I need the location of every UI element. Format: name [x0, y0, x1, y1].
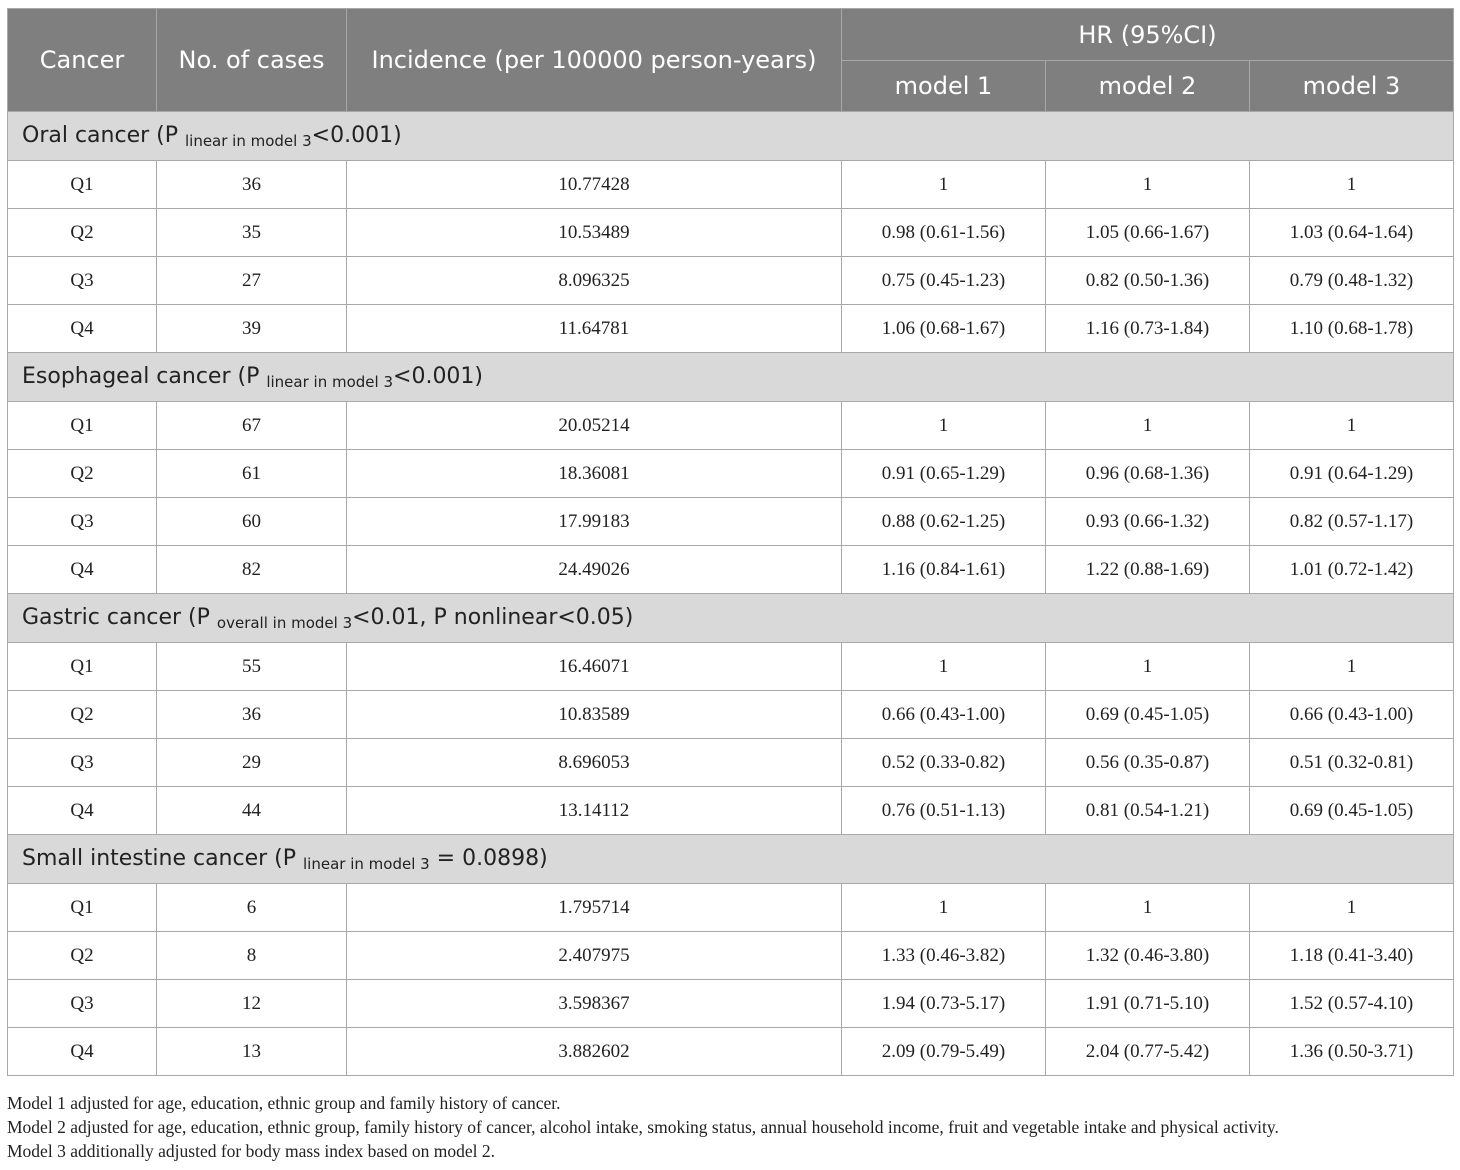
header-hr: HR (95%CI)	[842, 9, 1454, 61]
hr-model-1-cell: 1	[842, 643, 1046, 691]
incidence-cell: 3.598367	[347, 980, 842, 1028]
hr-model-1-cell: 2.09 (0.79-5.49)	[842, 1028, 1046, 1076]
hr-model-3-cell: 1.52 (0.57-4.10)	[1250, 980, 1454, 1028]
table-row	[8, 1028, 1454, 1076]
hr-model-2-cell: 1.05 (0.66-1.67)	[1046, 209, 1250, 257]
header-cases: No. of cases	[157, 9, 347, 112]
hr-model-1-cell: 1	[842, 161, 1046, 209]
cases-cell: 27	[157, 257, 347, 305]
section-title-suffix: <0.01, P nonlinear<0.05)	[352, 604, 634, 630]
incidence-cell: 3.882602	[347, 1028, 842, 1076]
quartile-cell: Q1	[8, 402, 157, 450]
table-row	[8, 161, 1454, 209]
hr-model-2-cell: 0.81 (0.54-1.21)	[1046, 787, 1250, 835]
table-body	[8, 112, 1454, 1076]
incidence-cell: 10.53489	[347, 209, 842, 257]
quartile-cell: Q4	[8, 546, 157, 594]
quartile-cell: Q4	[8, 787, 157, 835]
hr-model-3-cell: 1	[1250, 402, 1454, 450]
hr-model-2-cell: 1.16 (0.73-1.84)	[1046, 305, 1250, 353]
quartile-cell: Q4	[8, 305, 157, 353]
hr-model-3-cell: 1.01 (0.72-1.42)	[1250, 546, 1454, 594]
section-header-row	[8, 835, 1454, 884]
table-row	[8, 257, 1454, 305]
incidence-cell: 1.795714	[347, 884, 842, 932]
hr-model-1-cell: 1	[842, 402, 1046, 450]
hr-model-2-cell: 0.93 (0.66-1.32)	[1046, 498, 1250, 546]
cases-cell: 12	[157, 980, 347, 1028]
section-title-suffix: <0.001)	[311, 122, 402, 148]
quartile-cell: Q2	[8, 691, 157, 739]
hr-model-2-cell: 0.69 (0.45-1.05)	[1046, 691, 1250, 739]
section-header-row	[8, 353, 1454, 402]
section-header-row	[8, 594, 1454, 643]
section-header-row	[8, 112, 1454, 161]
table-row	[8, 305, 1454, 353]
hr-model-2-cell: 1.22 (0.88-1.69)	[1046, 546, 1250, 594]
hr-model-2-cell: 0.96 (0.68-1.36)	[1046, 450, 1250, 498]
section-title-subscript: linear in model 3	[266, 372, 394, 391]
section-title-text: Gastric cancer (P	[22, 604, 217, 630]
hr-model-3-cell: 0.91 (0.64-1.29)	[1250, 450, 1454, 498]
hr-model-3-cell: 1	[1250, 884, 1454, 932]
hr-model-1-cell: 1.33 (0.46-3.82)	[842, 932, 1046, 980]
hr-model-1-cell: 0.98 (0.61-1.56)	[842, 209, 1046, 257]
hr-model-1-cell: 1.16 (0.84-1.61)	[842, 546, 1046, 594]
results-table-container	[7, 8, 1453, 1076]
table-row	[8, 980, 1454, 1028]
incidence-cell: 8.096325	[347, 257, 842, 305]
quartile-cell: Q2	[8, 932, 157, 980]
section-title-subscript: overall in model 3	[216, 613, 353, 632]
cases-cell: 6	[157, 884, 347, 932]
table-row	[8, 787, 1454, 835]
incidence-cell: 24.49026	[347, 546, 842, 594]
hr-model-3-cell: 1.36 (0.50-3.71)	[1250, 1028, 1454, 1076]
section-title-subscript: linear in model 3	[303, 854, 430, 873]
incidence-cell: 16.46071	[347, 643, 842, 691]
cases-cell: 29	[157, 739, 347, 787]
section-title-subscript: linear in model 3	[184, 131, 312, 150]
hr-model-3-cell: 0.66 (0.43-1.00)	[1250, 691, 1454, 739]
header-incidence: Incidence (per 100000 person-years)	[347, 9, 842, 112]
header-model-3: model 3	[1250, 61, 1454, 112]
incidence-cell: 20.05214	[347, 402, 842, 450]
hr-model-3-cell: 0.82 (0.57-1.17)	[1250, 498, 1454, 546]
section-title	[8, 353, 1454, 402]
footnote-model-3: Model 3 additionally adjusted for body mass index based on model 2.	[7, 1141, 495, 1161]
header-cancer: Cancer	[8, 9, 157, 112]
quartile-cell: Q1	[8, 643, 157, 691]
hr-model-1-cell: 0.52 (0.33-0.82)	[842, 739, 1046, 787]
quartile-cell: Q4	[8, 1028, 157, 1076]
hazard-ratio-table	[7, 8, 1454, 1076]
cases-cell: 82	[157, 546, 347, 594]
cases-cell: 44	[157, 787, 347, 835]
hr-model-1-cell: 0.75 (0.45-1.23)	[842, 257, 1046, 305]
cases-cell: 36	[157, 161, 347, 209]
hr-model-3-cell: 1.10 (0.68-1.78)	[1250, 305, 1454, 353]
cases-cell: 39	[157, 305, 347, 353]
hr-model-2-cell: 1	[1046, 161, 1250, 209]
section-title-suffix: <0.001)	[393, 363, 484, 389]
section-title-suffix: = 0.0898)	[429, 845, 548, 871]
hr-model-1-cell: 1.94 (0.73-5.17)	[842, 980, 1046, 1028]
hr-model-2-cell: 0.82 (0.50-1.36)	[1046, 257, 1250, 305]
hr-model-1-cell: 1.06 (0.68-1.67)	[842, 305, 1046, 353]
incidence-cell: 8.696053	[347, 739, 842, 787]
incidence-cell: 18.36081	[347, 450, 842, 498]
hr-model-2-cell: 1	[1046, 402, 1250, 450]
incidence-cell: 13.14112	[347, 787, 842, 835]
quartile-cell: Q3	[8, 980, 157, 1028]
cases-cell: 55	[157, 643, 347, 691]
hr-model-3-cell: 1.18 (0.41-3.40)	[1250, 932, 1454, 980]
section-title	[8, 112, 1454, 161]
table-row	[8, 884, 1454, 932]
header-model-2: model 2	[1046, 61, 1250, 112]
table-row	[8, 450, 1454, 498]
quartile-cell: Q3	[8, 498, 157, 546]
section-title-text: Small intestine cancer (P	[22, 845, 304, 871]
hr-model-2-cell: 1	[1046, 643, 1250, 691]
hr-model-3-cell: 1.03 (0.64-1.64)	[1250, 209, 1454, 257]
section-title-text: Oral cancer (P	[22, 122, 185, 148]
incidence-cell: 17.99183	[347, 498, 842, 546]
header-model-1: model 1	[842, 61, 1046, 112]
hr-model-1-cell: 0.88 (0.62-1.25)	[842, 498, 1046, 546]
quartile-cell: Q2	[8, 450, 157, 498]
cases-cell: 13	[157, 1028, 347, 1076]
incidence-cell: 10.77428	[347, 161, 842, 209]
hr-model-1-cell: 0.91 (0.65-1.29)	[842, 450, 1046, 498]
table-row	[8, 691, 1454, 739]
cases-cell: 67	[157, 402, 347, 450]
cases-cell: 61	[157, 450, 347, 498]
table-row	[8, 546, 1454, 594]
hr-model-3-cell: 0.69 (0.45-1.05)	[1250, 787, 1454, 835]
quartile-cell: Q2	[8, 209, 157, 257]
hr-model-2-cell: 1.32 (0.46-3.80)	[1046, 932, 1250, 980]
hr-model-3-cell: 0.79 (0.48-1.32)	[1250, 257, 1454, 305]
section-title	[8, 594, 1454, 643]
table-row	[8, 932, 1454, 980]
footnote-model-2: Model 2 adjusted for age, education, ethnic group, family history of cancer, alcohol intake, smoking status, annual household income, fruit and vegetable intake and physical activity.	[7, 1117, 1279, 1137]
hr-model-2-cell: 1.91 (0.71-5.10)	[1046, 980, 1250, 1028]
hr-model-2-cell: 1	[1046, 884, 1250, 932]
quartile-cell: Q1	[8, 161, 157, 209]
hr-model-1-cell: 1	[842, 884, 1046, 932]
incidence-cell: 2.407975	[347, 932, 842, 980]
cases-cell: 36	[157, 691, 347, 739]
cases-cell: 60	[157, 498, 347, 546]
cases-cell: 35	[157, 209, 347, 257]
footnote-model-1: Model 1 adjusted for age, education, ethnic group and family history of cancer.	[7, 1093, 561, 1113]
incidence-cell: 11.64781	[347, 305, 842, 353]
hr-model-3-cell: 1	[1250, 643, 1454, 691]
quartile-cell: Q3	[8, 739, 157, 787]
table-footnotes	[7, 1091, 1453, 1163]
quartile-cell: Q1	[8, 884, 157, 932]
quartile-cell: Q3	[8, 257, 157, 305]
table-row	[8, 402, 1454, 450]
hr-model-1-cell: 0.76 (0.51-1.13)	[842, 787, 1046, 835]
cases-cell: 8	[157, 932, 347, 980]
incidence-cell: 10.83589	[347, 691, 842, 739]
hr-model-2-cell: 2.04 (0.77-5.42)	[1046, 1028, 1250, 1076]
table-row	[8, 739, 1454, 787]
hr-model-1-cell: 0.66 (0.43-1.00)	[842, 691, 1046, 739]
hr-model-3-cell: 1	[1250, 161, 1454, 209]
table-row	[8, 643, 1454, 691]
hr-model-3-cell: 0.51 (0.32-0.81)	[1250, 739, 1454, 787]
table-header	[8, 9, 1454, 112]
section-title-text: Esophageal cancer (P	[22, 363, 267, 389]
section-title	[8, 835, 1454, 884]
hr-model-2-cell: 0.56 (0.35-0.87)	[1046, 739, 1250, 787]
table-row	[8, 498, 1454, 546]
table-row	[8, 209, 1454, 257]
